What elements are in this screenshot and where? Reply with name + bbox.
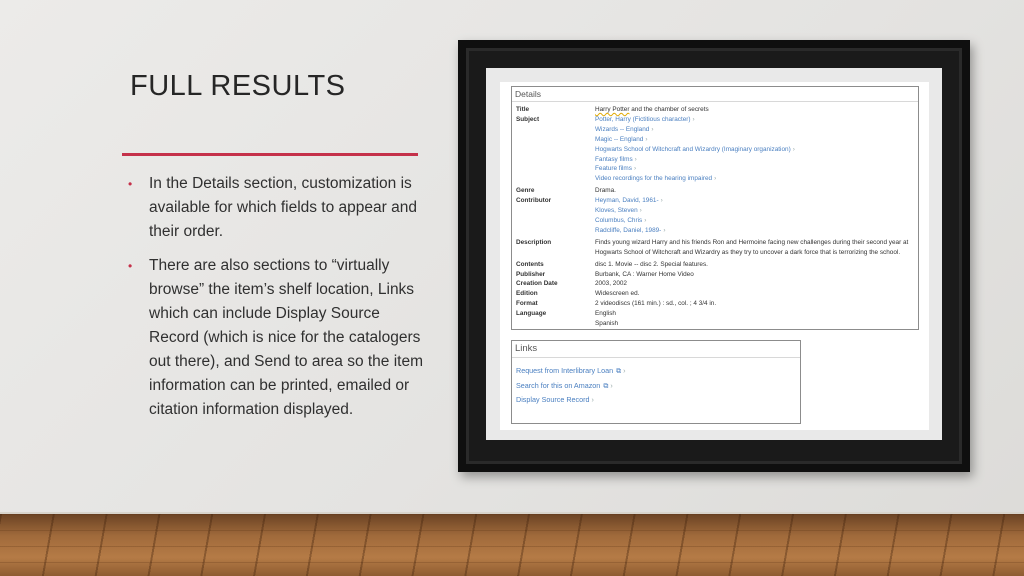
title-accent-line	[122, 153, 418, 156]
detail-row-description: Description Finds young wizard Harry and his friends Ron and Hermoine facing new challenges during their second year at Hogwarts School of Witchcraft and Wizardry as they try to uncover a dark force that is terrorizing the school.	[516, 238, 909, 256]
subject-link[interactable]: Hogwarts School of Witchcraft and Wizardry (Imaginary organization) ›	[595, 145, 795, 153]
detail-row-edition: Edition Widescreen ed.	[516, 290, 640, 298]
details-heading: Details	[512, 87, 918, 102]
detail-row-language: Language English Spanish	[516, 310, 619, 328]
detail-row-subject: Subject Potter, Harry (Fictitious character) › Wizards -- England › Magic -- England › Hogwarts School of Witchcraft and Wizardry (Imaginary organization) › Fantasy films › Feature films › Video recordings for the hearing impaired ›	[512, 115, 918, 184]
chevron-right-icon: ›	[634, 155, 637, 163]
bullet-dot-icon: •	[128, 259, 133, 273]
chevron-right-icon: ›	[663, 226, 666, 234]
detail-row-contents: Contents disc 1. Movie -- disc 2. Special features.	[516, 260, 708, 268]
chevron-right-icon: ›	[651, 125, 654, 133]
chevron-right-icon: ›	[645, 135, 648, 143]
detail-row-format: Format 2 videodiscs (161 min.) : sd., col. ; 4 3/4 in.	[516, 300, 717, 308]
chevron-right-icon: ›	[623, 366, 626, 375]
subject-link[interactable]: Magic -- England ›	[595, 135, 648, 143]
chevron-right-icon: ›	[644, 216, 647, 224]
contributor-link[interactable]: Columbus, Chris ›	[595, 216, 647, 224]
bullet-dot-icon: •	[128, 177, 133, 191]
chevron-right-icon: ›	[633, 165, 637, 173]
contributor-link[interactable]: Radcliffe, Daniel, 1989- ›	[595, 226, 666, 234]
slide-title: FULL RESULTS	[130, 70, 346, 102]
subject-link[interactable]: Potter, Harry (Fictitious character) ›	[595, 115, 695, 123]
subject-link[interactable]: Feature films ›	[595, 165, 637, 173]
contributor-link[interactable]: Heyman, David, 1961- ›	[595, 197, 663, 205]
detail-row-publisher: Publisher Burbank, CA : Warner Home Video	[516, 270, 694, 278]
bullet-item: • In the Details section, customization is available for which fields to appear and their order.	[128, 172, 428, 244]
display-source-record-link[interactable]: Display Source Record ›	[516, 395, 594, 405]
links-panel	[511, 340, 801, 424]
detail-row-title: Title Harry Potter and the chamber of secrets	[516, 106, 709, 113]
detail-row-genre: Genre Drama.	[516, 187, 616, 195]
amazon-search-link[interactable]: Search for this on Amazon ⧉ ›	[516, 380, 613, 390]
subject-link[interactable]: Video recordings for the hearing impaired ›	[595, 175, 717, 183]
chevron-right-icon: ›	[639, 207, 642, 215]
details-panel	[511, 86, 919, 330]
contributor-link[interactable]: Kloves, Steven ›	[595, 207, 642, 215]
bullet-item: • There are also sections to “virtually browse” the item’s shelf location, Links which can include Display Source Record (which is nice for the catalogers out there), and Send to area so the item information can be printed, emailed or citation information displayed.	[128, 254, 428, 422]
bullet-list	[128, 172, 428, 432]
chevron-right-icon: ›	[591, 395, 594, 405]
chevron-right-icon: ›	[660, 197, 663, 205]
chevron-right-icon: ›	[792, 145, 795, 153]
chevron-right-icon: ›	[610, 380, 613, 390]
subject-link[interactable]: Fantasy films ›	[595, 155, 637, 163]
external-link-icon: ⧉	[616, 368, 622, 375]
links-heading: Links	[512, 341, 800, 358]
chevron-right-icon: ›	[714, 175, 717, 183]
chevron-right-icon: ›	[692, 115, 695, 123]
interlibrary-loan-link[interactable]: Request from Interlibrary Loan ⧉ ›	[516, 366, 626, 375]
external-link-icon: ⧉	[603, 382, 609, 390]
subject-link[interactable]: Wizards -- England ›	[595, 125, 654, 133]
detail-row-creation-date: Creation Date 2003, 2002	[516, 280, 627, 288]
detail-row-contributor: Contributor Heyman, David, 1961- › Kloves, Steven › Columbus, Chris › Radcliffe, Daniel, 1989- ›	[512, 196, 918, 236]
wood-floor	[0, 514, 1024, 576]
